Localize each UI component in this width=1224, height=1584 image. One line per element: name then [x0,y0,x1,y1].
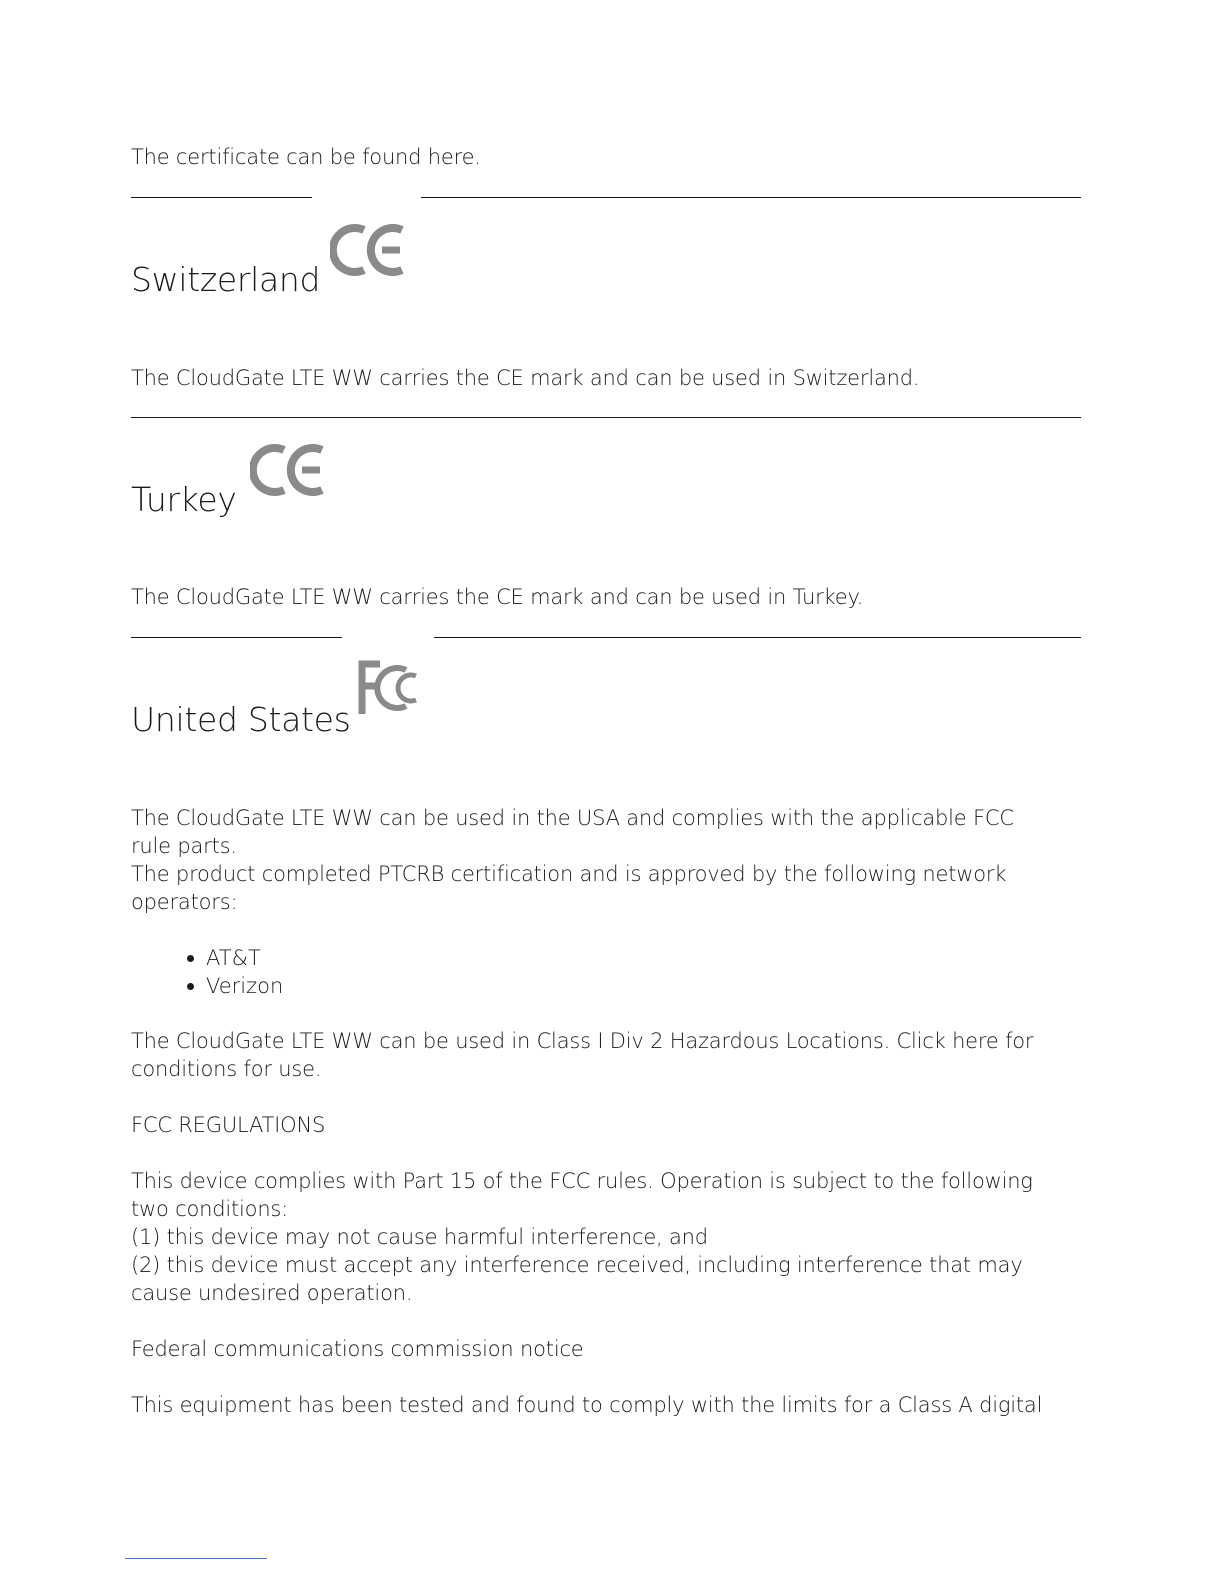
ce-mark-icon [250,442,328,498]
operator-list [131,944,283,1000]
section-divider-left [131,197,312,198]
list-item: AT&T [131,944,283,972]
section-divider [131,417,1081,418]
condition-line: (1) this device may not cause harmful interference, and [131,1225,708,1249]
section-divider-right [421,197,1081,198]
us-body-line: The product completed PTCRB certification and is approved by the following network [131,862,1007,886]
hazard-text-line: conditions for use. [131,1057,322,1081]
us-body-line: rule parts. [131,834,237,858]
fcc-mark-icon [358,660,424,716]
fcc-notice-title: Federal communications commission notice [131,1337,584,1361]
us-body-line: operators: [131,890,238,914]
switzerland-body: The CloudGate LTE WW carries the CE mark and can be used in Switzerland. [131,366,920,390]
part15-text-line: two conditions: [131,1197,289,1221]
fcc-regulations-title: FCC REGULATIONS [131,1113,326,1137]
us-body-line: The CloudGate LTE WW can be used in the USA and complies with the applicable FCC [131,806,1014,830]
heading-switzerland: Switzerland [131,260,321,299]
condition-line: (2) this device must accept any interference received, including interference that may [131,1253,1023,1277]
heading-united-states: United States [131,700,351,739]
section-divider-right [434,637,1081,638]
part15-text-line: This device complies with Part 15 of the FCC rules. Operation is subject to the following [131,1169,1033,1193]
ce-mark-icon [330,222,408,278]
fcc-notice-text-line: This equipment has been tested and found to comply with the limits for a Class A digital [131,1393,1043,1417]
hazard-text-line: The CloudGate LTE WW can be used in Class I Div 2 Hazardous Locations. Click here for [131,1029,1034,1053]
turkey-body: The CloudGate LTE WW carries the CE mark and can be used in Turkey. [131,585,864,609]
list-item: Verizon [131,972,283,1000]
section-divider-left [131,637,342,638]
footnote-divider [125,1558,267,1559]
condition-line: cause undesired operation. [131,1281,413,1305]
certificate-text: The certificate can be found here. [131,145,481,169]
heading-turkey: Turkey [131,480,237,519]
